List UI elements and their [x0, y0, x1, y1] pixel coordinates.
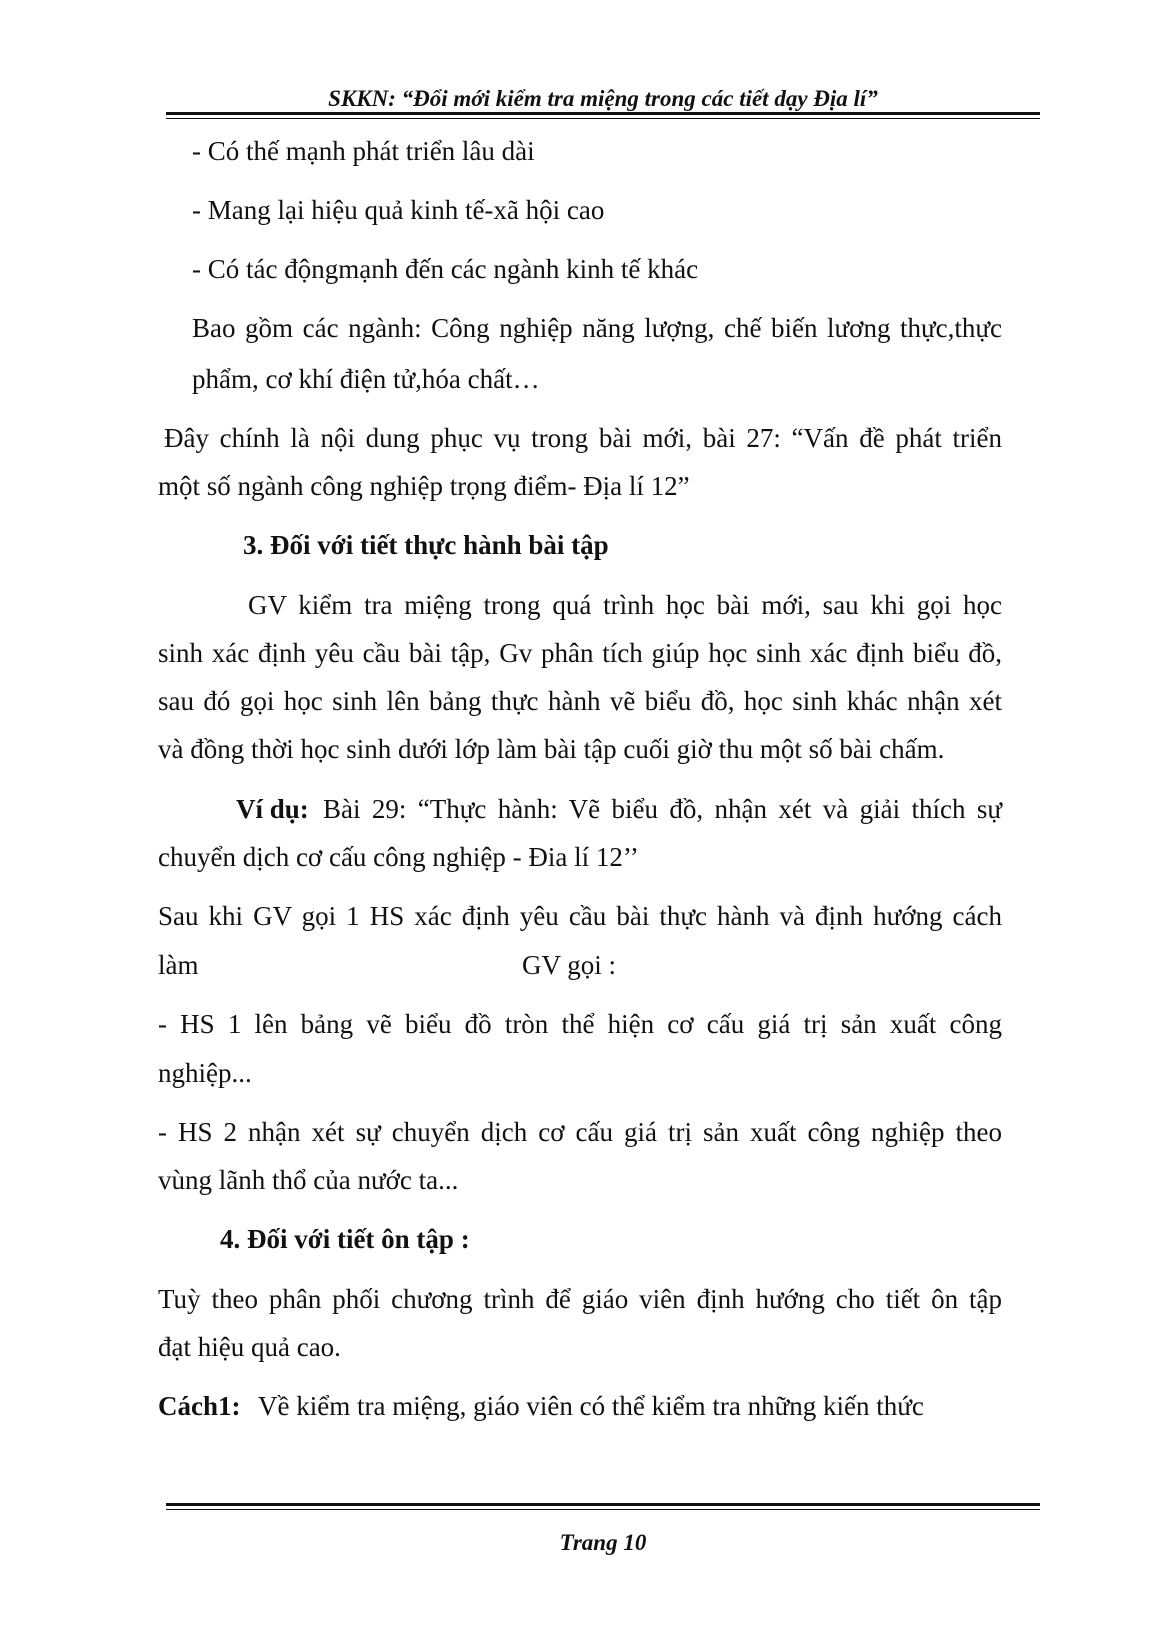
text-line: Tuỳ theo phân phối chương trình để giáo viên định hướng cho tiết ôn tập: [158, 1284, 1002, 1314]
footer-rule: [166, 1503, 1040, 1510]
section-heading: 3. Đối với tiết thực hành bài tập: [243, 530, 609, 560]
bullet-line: - Mang lại hiệu quả kinh tế-xã hội cao: [192, 195, 605, 225]
bullet-line: - Có tác độngmạnh đến các ngành kinh tế khác: [192, 254, 699, 284]
method-label: Cách1:: [158, 1391, 241, 1421]
text-line: đạt hiệu quả cao.: [158, 1332, 341, 1362]
text-line: Đây chính là nội dung phục vụ trong bài mới, bài 27: “Vấn đề phát triển: [164, 423, 1002, 453]
text-line: một số ngành công nghiệp trọng điểm- Địa lí 12”: [158, 471, 690, 501]
text-line: chuyển dịch cơ cấu công nghiệp - Đia lí 12’’: [158, 842, 639, 872]
bullet-line: - Có thế mạnh phát triển lâu dài: [192, 136, 535, 166]
text-line: sinh xác định yêu cầu bài tập, Gv phân tích giúp học sinh xác định biểu đồ,: [158, 638, 1002, 668]
text-line: GV gọi :: [522, 950, 617, 980]
text-line: Bao gồm các ngành: Công nghiệp năng lượng, chế biến lương thực,thực: [192, 313, 1002, 343]
text-line: - HS 2 nhận xét sự chuyển dịch cơ cấu giá trị sản xuất công nghiệp theo: [158, 1117, 1002, 1147]
text-line: GV kiểm tra miệng trong quá trình học bài mới, sau khi gọi học: [248, 590, 1002, 620]
section-heading: 4. Đối với tiết ôn tập :: [220, 1224, 470, 1254]
text-line: Về kiểm tra miệng, giáo viên có thể kiểm tra những kiến thức: [258, 1391, 924, 1421]
page-header-title: SKKN: “Đổi mới kiểm tra miệng trong các tiết dạy Địa lí”: [328, 86, 878, 111]
text-line: - HS 1 lên bảng vẽ biểu đồ tròn thể hiện cơ cấu giá trị sản xuất công: [158, 1009, 1002, 1039]
text-line: làm: [158, 950, 199, 980]
text-line: vùng lãnh thổ của nước ta...: [158, 1165, 459, 1195]
text-line: và đồng thời học sinh dưới lớp làm bài tập cuối giờ thu một số bài chấm.: [158, 734, 945, 764]
text-line: Sau khi GV gọi 1 HS xác định yêu cầu bài thực hành và định hướng cách: [158, 901, 1002, 931]
text-line: Bài 29: “Thực hành: Vẽ biểu đồ, nhận xét và giải thích sự: [323, 794, 1002, 824]
header-rule: [166, 112, 1040, 119]
page-number: Trang 10: [559, 1530, 647, 1555]
text-line: sau đó gọi học sinh lên bảng thực hành vẽ biểu đồ, học sinh khác nhận xét: [158, 686, 1002, 716]
example-label: Ví dụ:: [236, 794, 309, 824]
text-line: nghiệp...: [158, 1058, 252, 1088]
text-line: phẩm, cơ khí điện tử,hóa chất…: [192, 364, 540, 394]
